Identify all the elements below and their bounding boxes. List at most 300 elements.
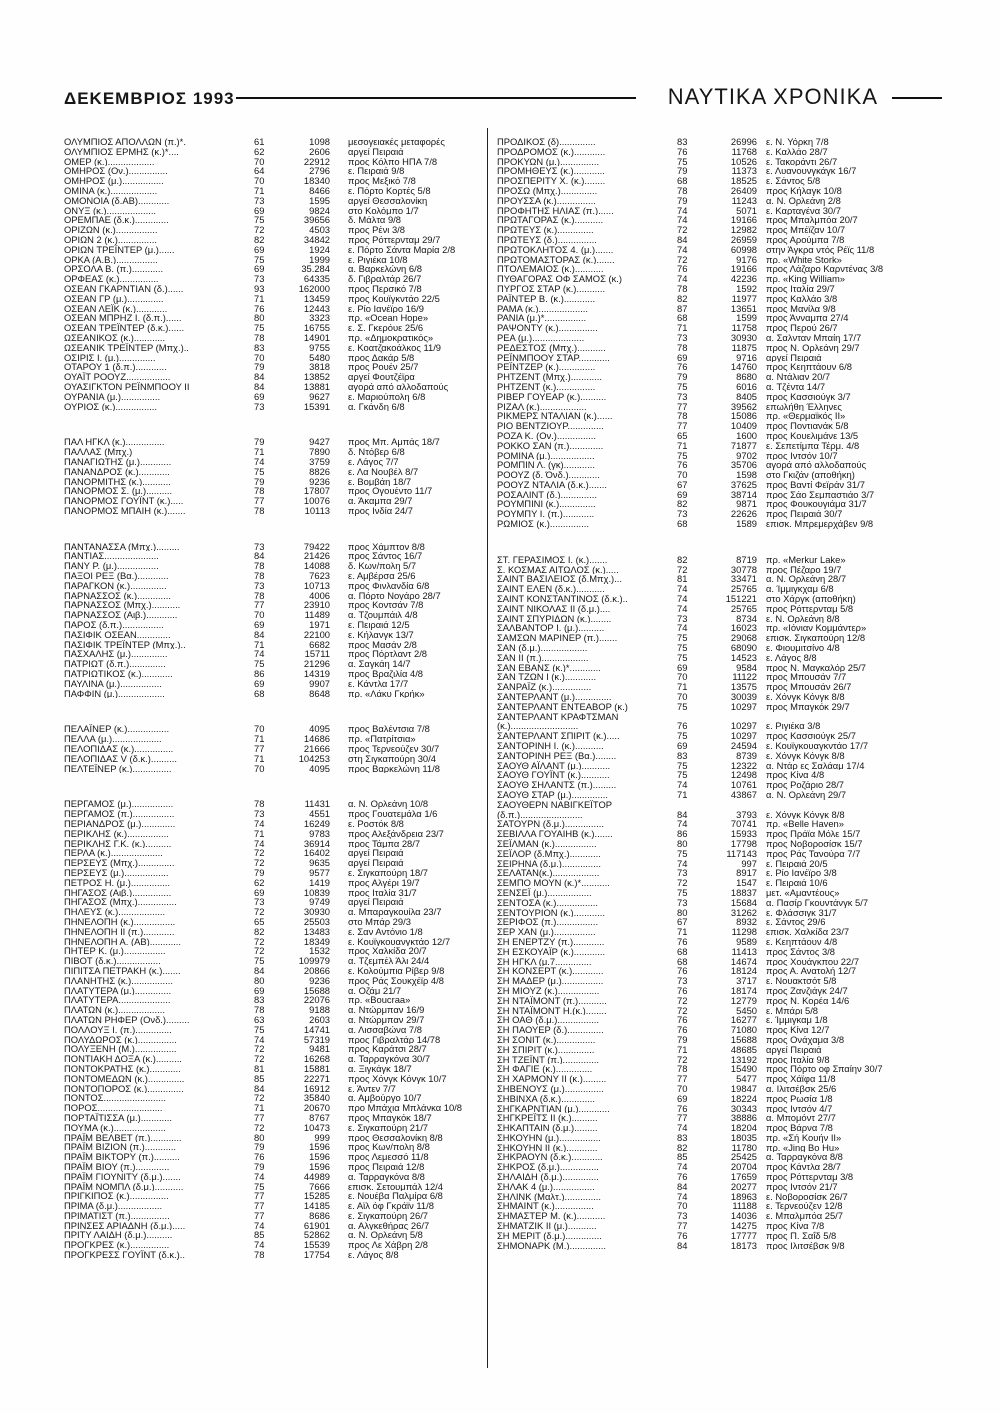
ship-row [497, 235, 937, 245]
ship-year: 76 [677, 1015, 688, 1026]
ship-status: αργεί Πειραιά [766, 352, 822, 363]
ship-status: ε. Ριγιέκα 3/8 [766, 721, 821, 732]
ship-tonnage: 1419 [309, 877, 330, 888]
ship-tonnage: 10526 [730, 156, 757, 167]
ship-row [497, 284, 937, 294]
ship-name: ΣΕΡΙΦΟΣ (π.)................ [497, 917, 599, 928]
ship-name: ΠΕΤΡΟΣ Η. (μ.)............... [64, 877, 170, 888]
ship-year: 68 [677, 519, 688, 529]
ship-tonnage: 8932 [736, 917, 757, 928]
ship-name: ΠΑΝΑΝΔΡΟΣ (κ.)............ [64, 466, 170, 477]
ship-status: ε. Λυανουνγκάγκ 16/7 [766, 166, 857, 177]
ship-row [64, 561, 474, 571]
ship-tonnage: 3793 [736, 809, 757, 820]
ship-status: προς Μπέϊζαν 10/7 [766, 225, 846, 235]
ship-name: ΟΣΕΑΝ ΓΡ (μ.).............. [64, 293, 164, 304]
ship-status: προς Ν. Κορέα 14/6 [766, 995, 850, 1006]
ship-tonnage: 71877 [730, 440, 757, 451]
ship-year: 78 [254, 1005, 265, 1015]
ship-status: α. Μπαραγκουίλα 23/7 [348, 907, 442, 917]
ship-name: ΠΡΟΓΚΡΕΣ (κ.)............... [64, 1240, 170, 1251]
ship-row [497, 1113, 937, 1123]
ship-row [497, 353, 937, 363]
ship-status: ε. Σεπετίμπα Τέρμ. 4/8 [766, 440, 860, 451]
ship-year: 68 [677, 176, 688, 186]
ship-year: 72 [677, 254, 688, 265]
ship-status: προς Περσικό 7/8 [348, 283, 422, 294]
ship-status: προς Γιβραλτάρ 14/78 [348, 1034, 441, 1045]
ship-year: 68 [677, 956, 688, 967]
ship-status: στην Άγκρα ντός Ρέϊς 11/8 [766, 244, 875, 255]
ship-tonnage: 11489 [304, 610, 330, 621]
ship-name: ΟΣΕΑΝ ΜΠΡΗΖ Ι. (δ.π.)...... [64, 313, 182, 324]
ship-name: ΠΕΡΣΕΥΣ (μ.)................. [64, 868, 169, 878]
ship-row [64, 382, 474, 392]
ship-year: 82 [677, 499, 688, 510]
ship-name: ΠΑΣΙΦΙΚ ΤΡΕΪΝΤΕΡ (Μπχ.).. [64, 639, 186, 650]
ship-name: ΟΜΗΡΟΣ (μ.)................ [64, 176, 164, 186]
ship-status: προς Πράϊα Μόλε 15/7 [766, 829, 861, 839]
ship-status: προς Λάζαρο Καρντένας 3/8 [766, 264, 884, 275]
ship-year: 78 [677, 411, 688, 422]
ship-year: 76 [677, 721, 688, 732]
ship-status: α. Λισσαβώνα 7/8 [348, 1024, 422, 1035]
ship-name: ΟΛΥΜΠΙΟΣ ΑΠΟΛΛΩΝ (π.)*. [64, 137, 186, 147]
ship-status: προς Βάρνα 7/8 [766, 1123, 833, 1133]
ship-status: προς Κεηπτάουν 6/8 [766, 362, 852, 373]
ship-tonnage: 38886 [730, 1113, 757, 1124]
ship-tonnage: 2606 [309, 146, 330, 157]
ship-row [497, 1201, 937, 1211]
ship-year: 70 [254, 763, 265, 774]
ship-status: ε. Πειραιά 20/5 [766, 858, 828, 869]
ship-status: προς Κόλπο ΗΠΑ 7/8 [348, 156, 438, 167]
ship-row [64, 956, 474, 966]
ship-year: 69 [254, 391, 265, 402]
ship-row [497, 186, 937, 196]
ship-tonnage: 21296 [303, 659, 330, 670]
ship-year: 75 [254, 1181, 265, 1192]
ship-row [497, 1123, 937, 1133]
ship-status: α. Ν. Ορλεάνη 2/8 [766, 195, 841, 206]
ship-status: προς Χουάγκπου 22/7 [766, 956, 860, 967]
ship-name: ΟΡΙΩΝ ΤΡΕΪΝΤΕΡ (μ.)...... [64, 244, 175, 255]
ship-status: προς Πόρτλαντ 2/8 [348, 649, 428, 660]
ship-year: 76 [677, 966, 688, 977]
ship-year: 77 [677, 1221, 688, 1231]
ship-status: δ. Κων/πολη 5/7 [348, 561, 417, 572]
ship-name: ΠΡΙΜΑΤΙΣΤ (π.)............... [64, 1210, 170, 1221]
ship-row [497, 1162, 937, 1172]
ship-year: 83 [254, 342, 265, 353]
ship-name: ΠΡΑΪΜ ΒΙΚΤΟΡΥ (π.).......... [64, 1152, 180, 1162]
ship-status: προς Ιντσόν 10/7 [766, 450, 838, 461]
ship-status: ε. Ίμμιγκαμ 1/8 [766, 1015, 828, 1026]
ship-year: 69 [254, 244, 265, 255]
ship-year: 68 [677, 313, 688, 324]
ship-tonnage: 15086 [730, 411, 757, 422]
ship-year: 81 [677, 574, 688, 585]
ship-name: ΣΕΒΙΛΛΑ ΓΟΥΑΙΗΒ (κ.)....... [497, 829, 613, 839]
ship-status: προς Ζανζιάγκ 24/7 [766, 985, 848, 996]
ship-row [64, 477, 474, 487]
ship-name: ΠΑΡΟΣ (δ.π.)................ [64, 620, 164, 630]
ship-tonnage: 11298 [731, 927, 757, 937]
ship-tonnage: 3759 [309, 456, 330, 467]
ship-tonnage: 20277 [730, 1181, 757, 1192]
ship-status: α. Ν. Ορλεάνη 10/8 [348, 799, 429, 810]
ship-row [64, 392, 474, 402]
ship-name: ΩΣΕΑΝΙΚ ΤΡΕΪΝΤΕΡ (Μπχ.).. [64, 342, 189, 353]
ship-tonnage: 10297 [730, 721, 757, 732]
ship-year: 76 [677, 1103, 688, 1114]
ship-status: ε. Σ. Γκερόυε 25/6 [348, 323, 424, 333]
ship-year: 75 [677, 701, 688, 712]
ship-tonnage: 5071 [736, 205, 757, 216]
ship-tonnage: 4551 [309, 809, 330, 820]
ship-row [497, 810, 937, 820]
ship-name: ΠΡΑΪΜ ΝΟΜΠΛ (δ.μ.)........... [64, 1181, 184, 1192]
ship-row [497, 1084, 937, 1094]
ship-row [497, 1211, 937, 1221]
ship-row [497, 313, 937, 323]
ship-year: 70 [254, 724, 265, 735]
ship-tonnage: 26959 [730, 234, 757, 245]
ship-row [497, 1231, 937, 1241]
ship-name: ΡΟΚΚΟ ΣΑΝ (π.)............. [497, 440, 604, 451]
ship-status: πρ. «Ocean Hope» [348, 313, 429, 324]
ship-name: ΠΕΛΛΑ (μ.)................... [64, 734, 162, 745]
ship-row [497, 878, 937, 888]
ship-name: ΠΡΟΚΥΩΝ (μ.)............... [497, 156, 600, 167]
ship-row [64, 506, 474, 516]
ship-tonnage: 9427 [309, 437, 330, 448]
ship-status: ε. Φιουμιτσίνο 4/8 [766, 643, 840, 653]
ship-year: 76 [677, 264, 688, 275]
ship-name: ΡΟΟΥΖ (δ. Όνδ.)............ [497, 470, 600, 480]
ship-tonnage: 11243 [731, 195, 757, 206]
ship-status: προς Π. Σαΐδ 5/8 [766, 1230, 837, 1241]
ship-tonnage: 13459 [303, 293, 330, 304]
ship-name: ΣΗ ΦΑΓΙΕ (κ.).............. [497, 1064, 593, 1075]
ship-year: 71 [677, 323, 688, 333]
ship-year: 74 [677, 1123, 688, 1133]
ship-row [497, 392, 937, 402]
ship-name: ΠΑΥΛΙΝΑ (μ.)................ [64, 678, 162, 689]
ship-year: 82 [677, 1142, 688, 1153]
ship-status: προς Βαλέντσια 7/8 [348, 724, 430, 735]
ship-status: προς Ράς Σουκχέϊρ 4/8 [348, 975, 444, 986]
ship-year: 84 [677, 809, 688, 820]
ship-year: 73 [677, 613, 688, 624]
ship-status: α. Οζάμ 21/7 [348, 985, 402, 996]
ship-row [497, 294, 937, 304]
ship-name: ΠΑΡΝΑΣΣΟΣ (Αιβ.)............ [64, 610, 178, 621]
ship-year: 76 [677, 146, 688, 157]
ship-row [64, 467, 474, 477]
ship-year: 72 [677, 225, 688, 235]
ship-name: ΠΡΟΓΚΡΕΣΣ ΓΟΥΪΝΤ (δ.κ.).. [64, 1250, 185, 1260]
ship-tonnage: 117143 [726, 848, 757, 859]
ship-status: πρ. «Πατρίτσια» [348, 734, 416, 745]
ship-status: προς Ρόττερνταμ 29/7 [348, 234, 441, 245]
ship-tonnage: 48685 [730, 1044, 757, 1055]
ship-row [497, 274, 937, 284]
header-rule-left [236, 97, 636, 99]
ship-status: προς Νοβοροσίσκ 15/7 [766, 838, 863, 849]
ship-status: α. Αλγκεθήρας 26/7 [348, 1220, 430, 1231]
ship-year: 75 [677, 731, 688, 742]
ship-tonnage: 5480 [309, 352, 330, 363]
ship-status: προς Κίνα 4/8 [766, 770, 825, 781]
ship-tonnage: 25425 [730, 1152, 757, 1163]
ship-row [64, 649, 474, 659]
ship-tonnage: 1596 [309, 1142, 330, 1153]
ship-year: 75 [677, 633, 688, 644]
ship-name: ΣΕΜΠΟ ΜΟΥΝ (κ.)*........... [497, 878, 610, 888]
ship-tonnage: 8719 [736, 554, 757, 565]
ship-row [497, 196, 937, 206]
ship-row [497, 499, 937, 509]
ship-year: 74 [254, 456, 265, 467]
ship-row [64, 1201, 474, 1211]
ship-tonnage: 30930 [730, 332, 757, 343]
ship-row [64, 157, 474, 167]
ship-tonnage: 7666 [309, 1181, 330, 1192]
ship-status: αργεί Πειραιά [766, 1044, 822, 1055]
ship-status: ε. Μαριούπολη 6/8 [348, 391, 426, 402]
ship-year: 72 [677, 1054, 688, 1065]
ship-year: 70 [254, 156, 265, 167]
ship-name: ΣΗΚΑΠΤΑΙΝ (δ.μ.)......... [497, 1123, 598, 1133]
ship-tonnage: 24594 [730, 741, 757, 751]
ship-tonnage: 9907 [309, 678, 330, 689]
ship-year: 77 [254, 1112, 265, 1123]
ship-row [497, 819, 937, 829]
ship-tonnage: 14523 [730, 652, 757, 663]
ship-tonnage: 18124 [730, 966, 757, 977]
ship-row [497, 304, 937, 314]
ship-status: προς Καράτσι 28/7 [348, 1044, 427, 1055]
ship-tonnage: 13575 [730, 682, 757, 693]
ship-name: ΣΗ ΝΤΑΪΜΟΝΤ (π.)........... [497, 995, 607, 1006]
ship-year: 73 [677, 509, 688, 520]
ship-tonnage: 14686 [303, 734, 330, 745]
ship-row [497, 176, 937, 186]
ship-name: ΣΑΝΤΕΡΛΑΝΤ (μ.).............. [497, 692, 612, 702]
ship-year: 76 [677, 362, 688, 373]
ship-row [497, 888, 937, 898]
ship-row [64, 630, 474, 640]
ship-tonnage: 30778 [730, 564, 757, 575]
ship-status: ε. Μπάρι 5/8 [766, 1005, 819, 1016]
ship-row [497, 584, 937, 594]
ship-status: ε. Ν. Ορλεάνη 8/8 [766, 613, 840, 624]
ship-tonnage: 22076 [303, 995, 330, 1006]
ship-name: ΣΗΜΟΝΑΡΚ (Μ.).............. [497, 1240, 606, 1251]
ship-row [497, 1152, 937, 1162]
ship-row [497, 565, 937, 575]
ship-status: προς Κασσιούγκ 25/7 [766, 731, 856, 742]
ship-name: ΡΙΒΕΡ ΓΟΥΕΑΡ (κ.).......... [497, 391, 607, 402]
ship-tonnage: 9702 [736, 450, 757, 461]
ship-tonnage: 9584 [736, 662, 757, 673]
ship-year: 75 [677, 848, 688, 859]
ship-status: ε. Σιγκαπούρη 21/7 [348, 1122, 429, 1133]
ship-status: πρ. «White Stork» [766, 254, 842, 265]
ship-name: ΡΟΥΜΠΙΝΙ (κ.).............. [497, 499, 596, 510]
ship-row [64, 1162, 474, 1172]
ship-name: ΟΥΡΙΟΣ (κ.)................ [64, 401, 158, 412]
ship-row [64, 1074, 474, 1084]
ship-name: ΠΑΝΟΡΜΟΣ ΓΟΥΪΝΤ (κ.)..... [64, 496, 184, 506]
ship-tonnage: 17777 [730, 1230, 757, 1241]
ship-year: 73 [677, 391, 688, 402]
ship-row [64, 255, 474, 265]
ship-status: προς Ν. Ορλεάνη 29/7 [766, 342, 860, 353]
ship-row [497, 917, 937, 927]
ship-status: προς Πειραιά 30/7 [766, 509, 843, 520]
ship-status: α. Ταρραγκόνα 8/8 [348, 1171, 425, 1182]
ship-tonnage: 36914 [303, 838, 330, 849]
ship-name: ΠΡΟΜΗΘΕΥΣ (κ.)............ [497, 166, 605, 177]
ship-row [497, 157, 937, 167]
ship-status: ε. Καλλάο 28/7 [766, 146, 828, 157]
ship-year: 62 [254, 877, 265, 888]
ship-name: ΣΕΛΑΤΑΝ(κ.).................. [497, 868, 600, 879]
ship-row [64, 496, 474, 506]
ship-name: ΣΗ ΜΕΡΙΤ (δ.μ.).............. [497, 1230, 602, 1241]
ship-status: προς Πόρτο οφ Σπαίην 30/7 [766, 1064, 883, 1075]
ship-status: προς Κουελιμάνε 13/5 [766, 430, 859, 441]
ship-year: 74 [254, 1240, 265, 1251]
ship-status: α. Ν. Ορλεάνη 29/7 [766, 790, 847, 800]
ship-tonnage: 12443 [303, 303, 330, 314]
ship-status: προς Κουϊγκντάο 22/5 [348, 293, 440, 304]
ship-name: ΠΡΑΪΜ ΒΙΖΙΟΝ (π.)............ [64, 1142, 177, 1153]
ship-row [64, 799, 474, 809]
ship-name: ΟΡΕΜΠΑΕ (δ.κ.)............. [64, 215, 169, 226]
ship-row [64, 1025, 474, 1035]
ship-name: ΠΡΟΔΙΚΟΣ (δ).............. [497, 137, 596, 147]
ship-year: 73 [254, 809, 265, 820]
ship-status: αργεί Πειραιά [348, 897, 404, 908]
ship-tonnage: 14674 [730, 956, 757, 967]
ship-status: ε. Άντεν 7/7 [348, 1083, 396, 1094]
ship-status: προς Ρουέν 25/7 [348, 362, 419, 373]
ship-year: 77 [677, 1113, 688, 1124]
ship-row [497, 849, 937, 859]
ship-status: προς Ινδία 24/7 [348, 505, 414, 516]
ship-year: 72 [254, 1044, 265, 1055]
ship-status: α. Ντάρ ες Σαλάαμ 17/4 [766, 760, 865, 771]
ship-name: ΟΥΑΪΤ ΡΟΟΥΖ................. [64, 372, 171, 382]
ship-name: (κ.).......................... [497, 721, 579, 732]
ship-year: 78 [254, 799, 265, 810]
ship-name: ΣΑΝΤΕΡΛΑΝΤ ΚΡΑΦΤΣΜΑΝ [497, 711, 619, 722]
ship-status: α. Σαλνταν Μπαίη 17/7 [766, 332, 862, 343]
ship-row [497, 333, 937, 343]
ship-name: ΡΗΤΖΕΝΤ (κ.)............... [497, 381, 596, 392]
ship-name: ΠΕΡΓΑΜΟΣ (π.)................ [64, 809, 175, 820]
ship-name: ΠΡΩΤΕΥΣ (κ.).............. [497, 225, 594, 235]
ship-row [497, 996, 937, 1006]
ship-tonnage: 21426 [303, 551, 330, 562]
ship-status: ε. Τερνεούζεν 12/8 [766, 1201, 843, 1212]
ship-name: ΣΕΡ ΧΑΝ (μ.)................ [497, 927, 596, 937]
ship-year: 83 [254, 995, 265, 1006]
ship-tonnage: 8466 [309, 185, 330, 196]
ship-name: ΡΗΤΖΕΝΤ (Μπχ.)............ [497, 372, 602, 382]
ship-row [497, 1182, 937, 1192]
ship-row [64, 927, 474, 937]
ship-tonnage: 68090 [730, 643, 757, 653]
ship-year: 78 [677, 342, 688, 353]
ship-row [64, 206, 474, 216]
ship-tonnage: 1999 [309, 254, 330, 265]
ship-name: ΠΕΛΟΠΙΔΑΣ V (δ.κ.).......... [64, 753, 177, 764]
ship-status: α. Ντώρμπαν 16/9 [348, 1005, 425, 1015]
ship-row [497, 614, 937, 624]
ship-row [497, 947, 937, 957]
ship-year: 75 [677, 770, 688, 781]
ship-status: ε. Κουϊγκουαγκντάο 17/7 [766, 741, 869, 751]
ship-tonnage: 14036 [730, 1211, 757, 1222]
ship-name: ΠΑΛ ΗΓΚΛ (κ.)............... [64, 437, 165, 448]
ship-name: ΠΟΡΟΣ......................... [64, 1103, 163, 1113]
ship-name: ΣΗΜΑΣΤΕΡ Μ. (κ.)........... [497, 1211, 606, 1222]
ship-status: στο Γκιζάν (αποθήκη) [766, 470, 855, 480]
ship-status: α. Ντώρμπαν 29/7 [348, 1014, 425, 1025]
ship-year: 84 [677, 234, 688, 245]
ship-name: ΟΜΙΝΑ (κ.).................. [64, 185, 158, 196]
ship-name: ΩΣΕΑΝΙΚΟΣ (κ.)............ [64, 332, 166, 343]
ship-name: ΟΣΕΑΝ ΤΡΕΪΝΤΕΡ (δ.κ.)...... [64, 323, 185, 333]
ship-year: 84 [254, 629, 265, 640]
ship-year: 78 [254, 561, 265, 572]
ship-year: 78 [677, 185, 688, 196]
ship-row [497, 460, 937, 470]
ship-row [497, 509, 937, 519]
ship-year: 72 [254, 1054, 265, 1064]
ship-row [497, 490, 937, 500]
ship-tonnage: 14741 [303, 1024, 330, 1035]
ship-status: προς Ιλιτσέβσκ 9/8 [766, 1240, 845, 1251]
ship-tonnage: 1589 [736, 519, 757, 529]
ship-year: 70 [677, 1201, 688, 1212]
ship-row [64, 235, 474, 245]
ship-year: 79 [677, 1034, 688, 1045]
ship-name: ΣΗΛΑΚ 4 (μ.)................ [497, 1181, 595, 1192]
ship-year: 74 [677, 584, 688, 595]
ship-name: ΠΙΒΟΤ (δ.κ.)................. [64, 956, 161, 966]
ship-row [64, 839, 474, 849]
ship-tonnage: 15285 [303, 1191, 330, 1202]
ship-year: 71 [254, 447, 265, 457]
ship-year: 78 [254, 332, 265, 343]
ship-name: ΣΗ ΣΟΝΙΤ (κ.)............... [497, 1034, 596, 1045]
ship-status: πρ. «Jing Bo Hu» [766, 1142, 840, 1153]
ship-status: προς Ποντιανάκ 5/8 [766, 421, 849, 431]
ship-tonnage: 13651 [730, 303, 757, 314]
ship-row [64, 986, 474, 996]
ship-tonnage: 12498 [730, 770, 757, 781]
ship-year: 79 [254, 476, 265, 487]
ship-year: 73 [254, 274, 265, 284]
ship-name: ΣΑΝΡΑΪΖ (κ.)............... [497, 682, 592, 693]
ship-name: ΠΑΤΡΙΩΤ (δ.π.).............. [64, 659, 166, 670]
ship-row [64, 402, 474, 412]
